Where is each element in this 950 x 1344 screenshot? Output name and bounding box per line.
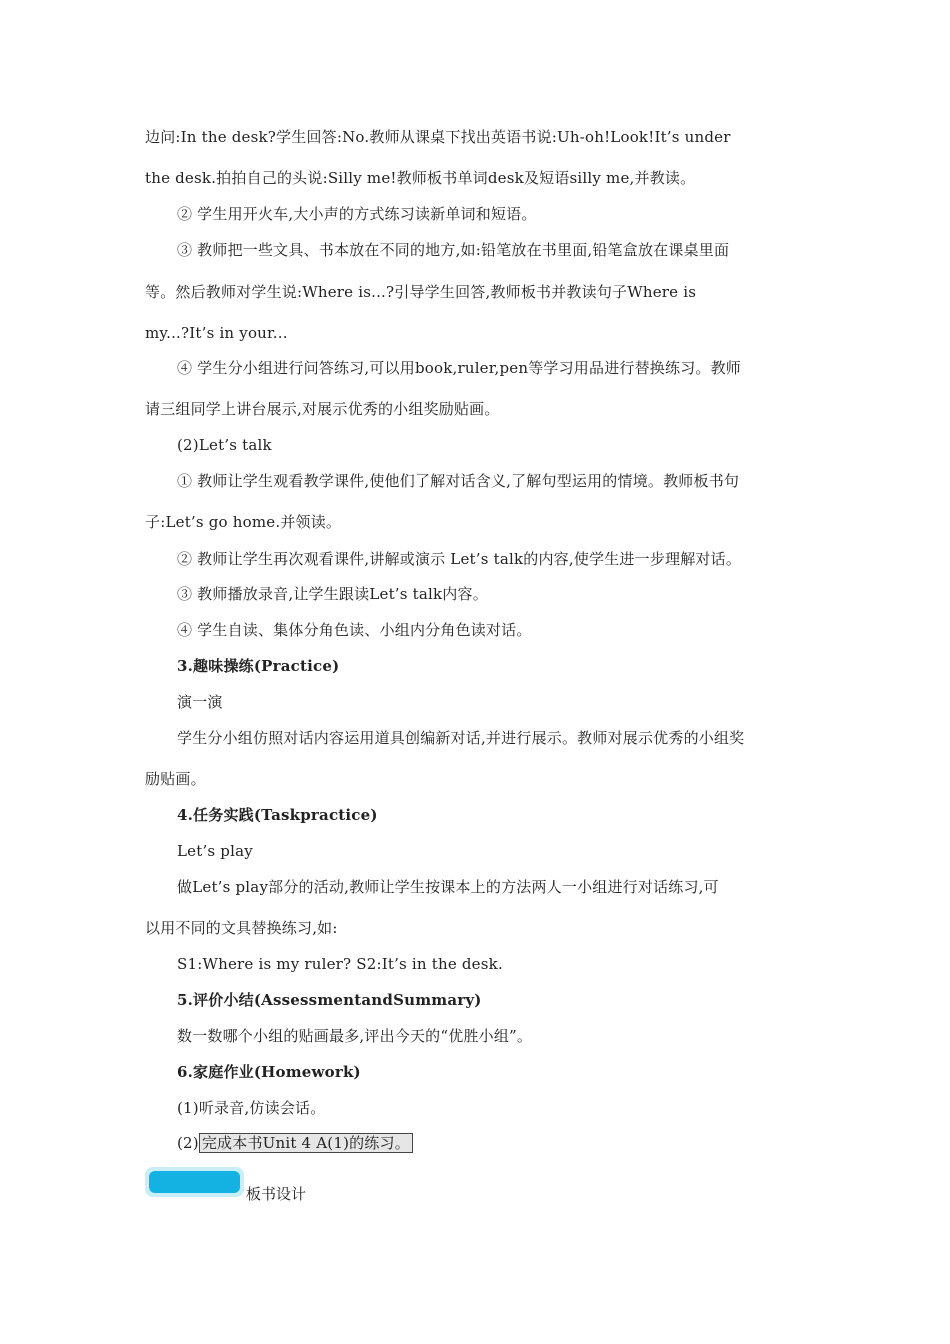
text-line: 数一数哪个小组的贴画最多,评出今天的“优胜小组”。 bbox=[177, 1027, 533, 1045]
dialogue-line: S1:Where is my ruler? S2:It’s in the desk. bbox=[177, 955, 503, 973]
text-line: (1)听录音,仿读会话。 bbox=[177, 1099, 326, 1117]
text-line: 边问:In the desk?学生回答:No.教师从课桌下找出英语书说:Uh-oh!Look!It’s under bbox=[145, 128, 731, 146]
section-heading: 3.趣味操练(Practice) bbox=[177, 657, 340, 675]
text-line: 做Let’s play部分的活动,教师让学生按课本上的方法两人一小组进行对话练习,可 bbox=[177, 878, 719, 896]
text-line: 学生分小组仿照对话内容运用道具创编新对话,并进行展示。教师对展示优秀的小组奖 bbox=[177, 729, 745, 747]
text-line: 子:Let’s go home.并领读。 bbox=[145, 513, 342, 531]
highlighted-text: 完成本书Unit 4 A(1)的练习。 bbox=[199, 1133, 413, 1153]
text-line: 以用不同的文具替换练习,如: bbox=[145, 919, 338, 937]
text-line: ③ 教师把一些文具、书本放在不同的地方,如:铅笔放在书里面,铅笔盒放在课桌里面 bbox=[177, 241, 730, 259]
text-line: 请三组同学上讲台展示,对展示优秀的小组奖励贴画。 bbox=[145, 400, 500, 418]
text-line: 等。然后教师对学生说:Where is...?引导学生回答,教师板书并教读句子Where is bbox=[145, 283, 697, 301]
text-line: ④ 学生分小组进行问答练习,可以用book,ruler,pen等学习用品进行替换练习。教师 bbox=[177, 359, 741, 377]
text-line: 演一演 bbox=[177, 693, 223, 711]
text-line: ③ 教师播放录音,让学生跟读Let’s talk内容。 bbox=[177, 585, 488, 603]
section-badge bbox=[145, 1167, 244, 1197]
text-line: my...?It’s in your... bbox=[145, 324, 288, 342]
text-line: ② 学生用开火车,大小声的方式练习读新单词和短语。 bbox=[177, 205, 537, 223]
text-line bbox=[177, 1133, 413, 1153]
text-line: 励贴画。 bbox=[145, 770, 206, 788]
section-title: 板书设计 bbox=[246, 1185, 307, 1203]
text-line: ② 教师让学生再次观看课件,讲解或演示 Let’s talk的内容,使学生进一步理解对话。 bbox=[177, 550, 742, 568]
text-line: ① 教师让学生观看教学课件,使他们了解对话含义,了解句型运用的情境。教师板书句 bbox=[177, 472, 740, 490]
list-marker: (2) bbox=[177, 1134, 199, 1152]
section-heading: 6.家庭作业(Homework) bbox=[177, 1063, 361, 1081]
text-line: the desk.拍拍自己的头说:Silly me!教师板书单词desk及短语silly me,并教读。 bbox=[145, 169, 696, 187]
section-badge-fill bbox=[149, 1171, 240, 1193]
subsection-heading: Let’s play bbox=[177, 842, 253, 860]
text-line: ④ 学生自读、集体分角色读、小组内分角色读对话。 bbox=[177, 621, 532, 639]
section-heading: 5.评价小结(AssessmentandSummary) bbox=[177, 991, 482, 1009]
subsection-heading: (2)Let’s talk bbox=[177, 436, 272, 454]
section-heading: 4.任务实践(Taskpractice) bbox=[177, 806, 378, 824]
